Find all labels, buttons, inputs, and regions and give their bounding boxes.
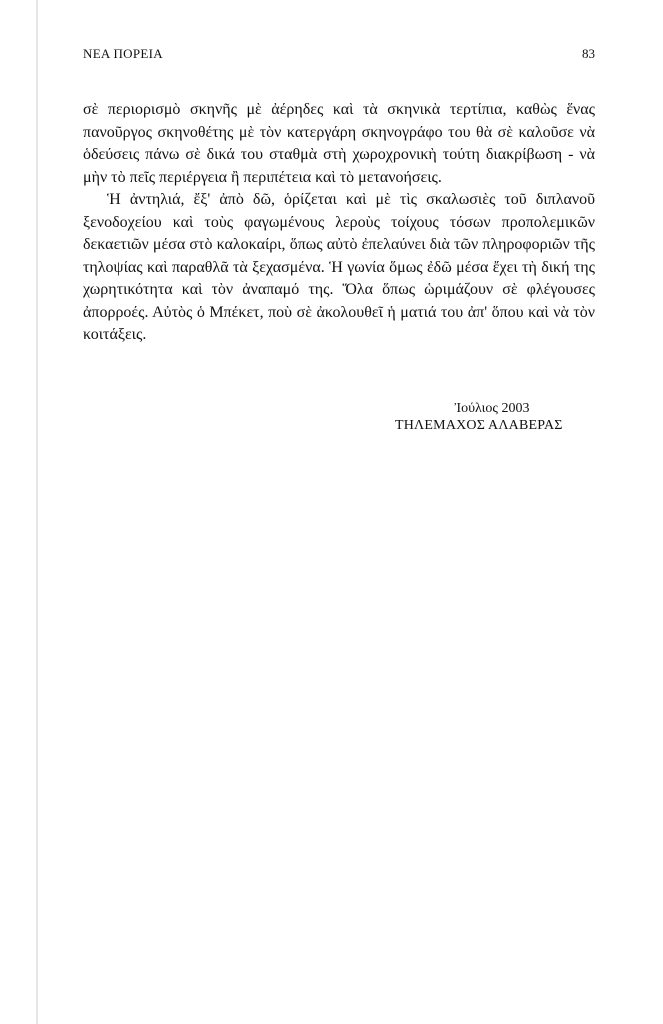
signature-author: ΤΗΛΕΜΑΧΟΣ ΑΛΑΒΕΡΑΣ xyxy=(395,418,563,433)
signature-date: Ἰούλιος 2003 xyxy=(454,401,530,416)
running-header xyxy=(83,46,595,64)
signature-block xyxy=(395,400,595,434)
paragraph: Ἡ ἀντηλιά, ἔξ' ἀπὸ δῶ, ὁρίζεται καὶ μὲ τὶς σκαλωσιὲς τοῦ διπλανοῦ ξενοδοχείου καὶ τοὺς φαγωμένους λεροὺς τοίχους τόσων προπολεμικῶν δεκαετιῶν μέσα στὸ καλοκαίρι, ὅπως αὐτὸ ἐπελαύνει διὰ τῶν πληροφοριῶν τῆς τηλοψίας καὶ παραθλᾶ τὰ ξεχασμένα. Ἡ γωνία ὅμως ἐδῶ μέσα ἔχει τὴ δική της χωρητικότητα καὶ τὸν ἀναπαμό της. Ὅλα ὅπως ὡριμάζουν σὲ φλέγουσες ἀπορροές. Αὐτὸς ὁ Μπέκετ, ποὺ σὲ ἀκολουθεῖ ἡ ματιά του ἀπ' ὅπου καὶ νὰ τὸν κοιτάξεις. xyxy=(83,191,595,343)
running-title: ΝΕΑ ΠΟΡΕΙΑ xyxy=(83,46,163,61)
paragraph-continuation: σὲ περιορισμὸ σκηνῆς μὲ ἀέρηδες καὶ τὰ σκηνικὰ τερτίπια, καθὼς ἕνας πανοῦργος σκηνοθέτης μὲ τὸν κατεργάρη σκηνογράφο του θὰ σὲ καλοῦσε νὰ ὁδεύσεις πάνω σὲ δικά του σταθμὰ στὴ χωροχρονικὴ τούτη διακρίβωση - νὰ μὴν τὸ πεῖς περιέργεια ἢ περιπέτεια καὶ τὸ μετανοήσεις. xyxy=(83,101,595,186)
page-number: 83 xyxy=(582,46,595,61)
page-gutter-edge xyxy=(36,0,38,1024)
body-text xyxy=(83,99,595,347)
